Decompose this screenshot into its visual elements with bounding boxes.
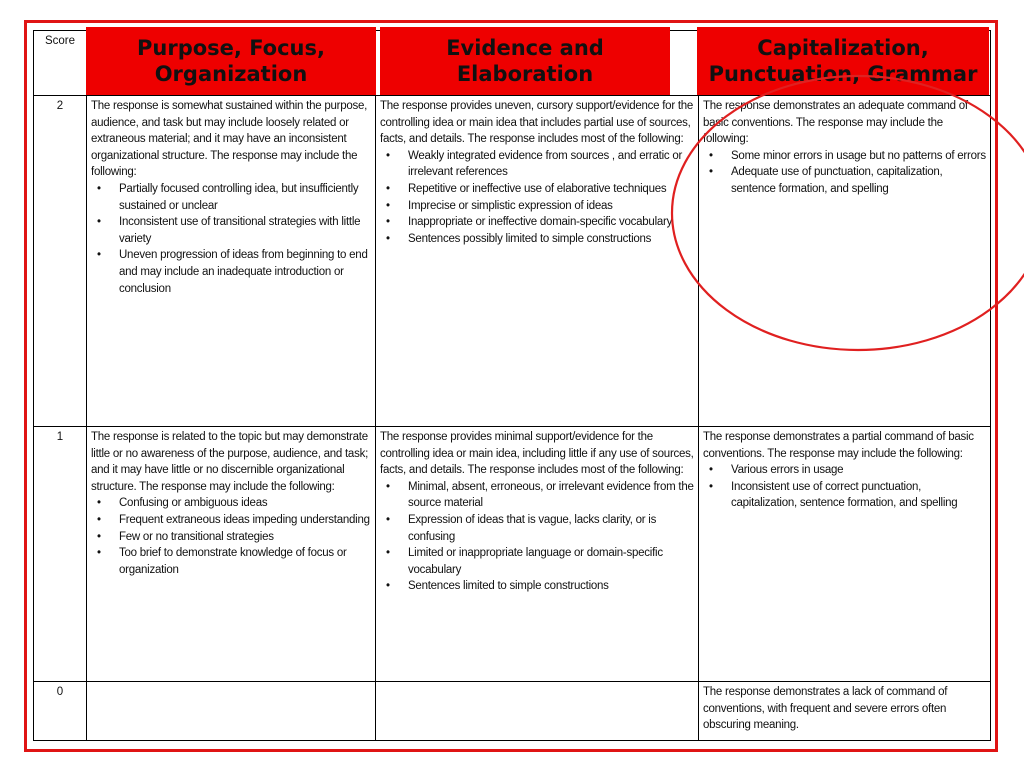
capitalization-punctuation-grammar-title: Capitalization, Punctuation, Grammar xyxy=(697,27,989,95)
list-item: • Adequate use of punctuation, capitalization, sentence formation, and spelling xyxy=(731,164,986,197)
list-item: • Some minor errors in usage but no patterns of errors xyxy=(731,148,986,165)
list-item: • Confusing or ambiguous ideas xyxy=(119,495,371,512)
cell-text: The response provides uneven, cursory support/evidence for the controlling idea or main idea that includes partial use of sources, facts, and details. The response includes most of the following: xyxy=(380,100,694,146)
purpose-focus-organization-title: Purpose, Focus, Organization xyxy=(86,27,376,95)
list-item: • Uneven progression of ideas from beginning to end and may include an inadequate introduction or conclusion xyxy=(119,247,371,297)
evidence-cell xyxy=(376,427,699,682)
cell-text: The response demonstrates an adequate command of basic conventions. The response may include the following: xyxy=(703,100,968,146)
bullet-list xyxy=(703,148,986,198)
evidence-cell xyxy=(376,682,699,741)
evidence-elaboration-title: Evidence and Elaboration xyxy=(380,27,670,95)
evidence-cell xyxy=(376,96,699,427)
score-cell: 1 xyxy=(34,427,87,682)
list-item: • Weakly integrated evidence from sources , and erratic or irrelevant references xyxy=(408,148,694,181)
list-item: • Too brief to demonstrate knowledge of focus or organization xyxy=(119,545,371,578)
bullet-list xyxy=(380,479,694,595)
list-item: • Frequent extraneous ideas impeding understanding xyxy=(119,512,371,529)
table-row xyxy=(34,682,991,741)
bullet-list xyxy=(91,495,371,578)
list-item: • Various errors in usage xyxy=(731,462,986,479)
list-item: • Inconsistent use of transitional strategies with little variety xyxy=(119,214,371,247)
bullet-list xyxy=(380,148,694,248)
conventions-cell xyxy=(699,682,991,741)
score-column-header: Score xyxy=(34,31,87,96)
bullet-list xyxy=(703,462,986,512)
cell-text: The response demonstrates a partial command of basic conventions. The response may include the following: xyxy=(703,431,974,460)
list-item: • Imprecise or simplistic expression of ideas xyxy=(408,198,694,215)
list-item: • Sentences limited to simple constructions xyxy=(408,578,694,595)
list-item: • Limited or inappropriate language or domain-specific vocabulary xyxy=(408,545,694,578)
bullet-list xyxy=(91,181,371,297)
table-row xyxy=(34,96,991,427)
list-item: • Partially focused controlling idea, but insufficiently sustained or unclear xyxy=(119,181,371,214)
list-item: • Minimal, absent, erroneous, or irrelevant evidence from the source material xyxy=(408,479,694,512)
list-item: • Sentences possibly limited to simple constructions xyxy=(408,231,694,248)
table-row xyxy=(34,427,991,682)
purpose-cell xyxy=(87,96,376,427)
rubric-table xyxy=(33,30,991,741)
cell-text: The response demonstrates a lack of command of conventions, with frequent and severe errors often obscuring meaning. xyxy=(703,686,948,732)
list-item: • Few or no transitional strategies xyxy=(119,529,371,546)
list-item: • Inconsistent use of correct punctuation, capitalization, sentence formation, and spelling xyxy=(731,479,986,512)
list-item: • Inappropriate or ineffective domain-specific vocabulary xyxy=(408,214,694,231)
cell-text: The response is related to the topic but may demonstrate little or no awareness of the purpose, audience, and task; and it may have little or no discernible organizational structure. The response may include the following: xyxy=(91,431,369,493)
cell-text: The response provides minimal support/evidence for the controlling idea or main idea, including little if any use of sources, facts, and details. The response includes most of the following: xyxy=(380,431,694,477)
purpose-cell xyxy=(87,682,376,741)
list-item: • Expression of ideas that is vague, lacks clarity, or is confusing xyxy=(408,512,694,545)
conventions-cell xyxy=(699,96,991,427)
cell-text: The response is somewhat sustained within the purpose, audience, and task but may include loosely related or extraneous material; and it may have an inconsistent organizational structure. The response may include the following: xyxy=(91,100,368,179)
conventions-cell xyxy=(699,427,991,682)
score-cell: 2 xyxy=(34,96,87,427)
score-cell: 0 xyxy=(34,682,87,741)
purpose-cell xyxy=(87,427,376,682)
list-item: • Repetitive or ineffective use of elaborative techniques xyxy=(408,181,694,198)
